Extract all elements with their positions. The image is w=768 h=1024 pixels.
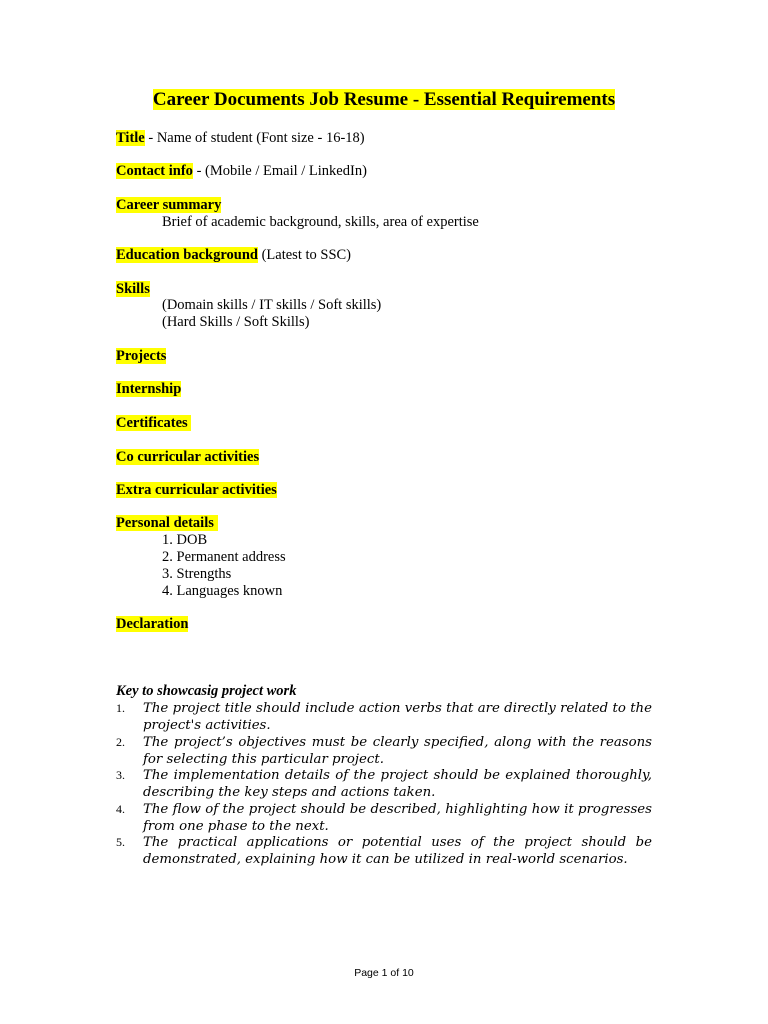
section-skills-heading: Skills xyxy=(116,281,150,297)
section-personal-details-heading: Personal details xyxy=(116,515,218,531)
section-education xyxy=(116,247,351,264)
section-skills xyxy=(116,281,150,298)
key-title: Key to showcasig project work xyxy=(116,683,297,699)
section-extra-curricular-heading: Extra curricular activities xyxy=(116,482,277,498)
skills-detail-1: (Domain skills / IT skills / Soft skills) xyxy=(162,297,382,313)
key-item-number: 3. xyxy=(116,768,125,782)
section-contact xyxy=(116,163,367,180)
page-number: Page 1 of 10 xyxy=(354,967,414,979)
section-internship-heading: Internship xyxy=(116,381,182,397)
key-item xyxy=(116,700,652,734)
section-declaration xyxy=(116,616,188,633)
key-item xyxy=(116,801,652,835)
section-title-text: - Name of student (Font size - 16-18) xyxy=(144,130,365,146)
key-item-text: The flow of the project should be described, highlighting how it progresses from one phase to the next. xyxy=(143,802,652,834)
section-education-heading: Education background xyxy=(116,247,258,263)
section-internship xyxy=(116,381,181,398)
key-item xyxy=(116,834,652,868)
key-item-text: The project title should include action verbs that are directly related to the project's activities. xyxy=(143,701,652,733)
section-projects xyxy=(116,348,166,365)
section-certificates xyxy=(116,415,191,432)
section-co-curricular-heading: Co curricular activities xyxy=(116,449,260,465)
section-contact-heading: Contact info xyxy=(116,163,193,179)
key-item-number: 4. xyxy=(116,802,125,816)
key-item xyxy=(116,767,652,801)
key-item-number: 1. xyxy=(116,701,125,715)
section-declaration-heading: Declaration xyxy=(116,616,189,632)
skills-detail-2: (Hard Skills / Soft Skills) xyxy=(162,314,310,330)
section-education-text: (Latest to SSC) xyxy=(257,247,352,263)
section-contact-text: - (Mobile / Email / LinkedIn) xyxy=(192,163,367,179)
personal-item-address: 2. Permanent address xyxy=(162,549,286,565)
personal-item-languages: 4. Languages known xyxy=(162,583,283,599)
key-item-text: The practical applications or potential uses of the project should be demonstrated, explaining how it can be utilized in real-world scenarios. xyxy=(143,835,652,867)
key-item xyxy=(116,734,652,768)
section-title-heading: Title xyxy=(116,130,145,146)
section-certificates-heading: Certificates xyxy=(116,415,192,431)
key-item-text: The project’s objectives must be clearly specified, along with the reasons for selecting this particular project. xyxy=(143,735,652,767)
document-title xyxy=(0,88,768,112)
section-projects-heading: Projects xyxy=(116,348,167,364)
career-summary-detail: Brief of academic background, skills, area of expertise xyxy=(162,214,479,230)
personal-item-strengths: 3. Strengths xyxy=(162,566,232,582)
personal-item-dob: 1. DOB xyxy=(162,532,208,548)
section-co-curricular xyxy=(116,449,259,466)
section-title xyxy=(116,130,365,147)
section-personal-details xyxy=(116,515,218,532)
document-title-text: Career Documents Job Resume - Essential Requirements xyxy=(152,89,616,110)
section-career-summary xyxy=(116,197,221,214)
key-item-text: The implementation details of the project should be explained thoroughly, describing the key steps and actions taken. xyxy=(143,768,652,800)
section-career-summary-heading: Career summary xyxy=(116,197,222,213)
key-item-number: 5. xyxy=(116,835,125,849)
key-item-number: 2. xyxy=(116,735,125,749)
section-extra-curricular xyxy=(116,482,277,499)
